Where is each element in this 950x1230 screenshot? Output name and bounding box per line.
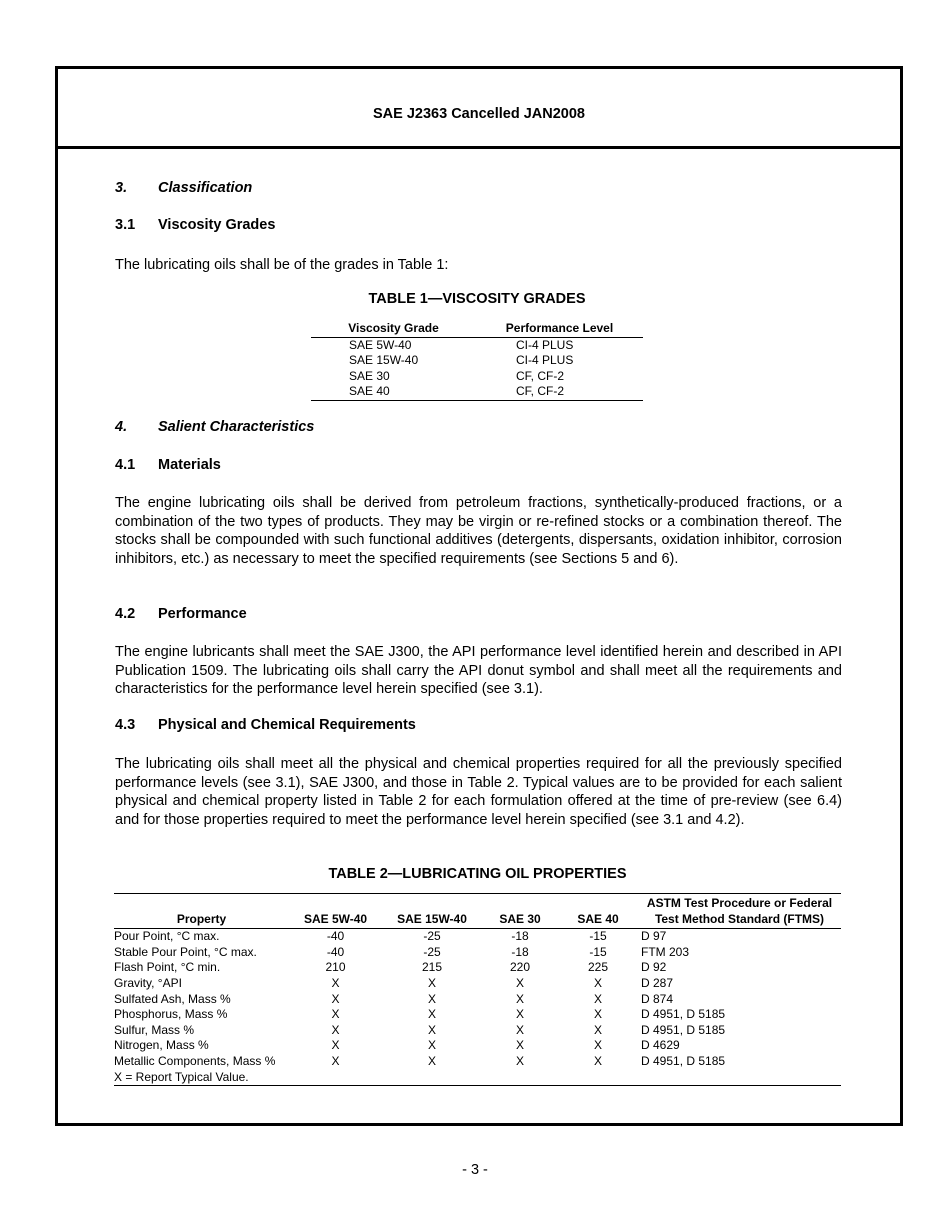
column-header: Performance Level bbox=[476, 321, 643, 337]
section-4-2-text: The engine lubricants shall meet the SAE J300, the API performance level identified herein and described in API Publication 1509. The lubricating oils shall carry the API donut symbol and shall meet all the requirements and characteristics for the performance level herein specified (see 3.1). bbox=[115, 644, 842, 698]
column-header: Property bbox=[114, 894, 289, 929]
table-cell: Nitrogen, Mass % bbox=[114, 1038, 209, 1053]
section-title: Classification bbox=[158, 180, 253, 196]
table-header-row bbox=[311, 321, 643, 337]
table-cell: X bbox=[515, 1022, 524, 1037]
section-number: 4.2 bbox=[115, 606, 136, 622]
table-cell: X bbox=[427, 1022, 436, 1037]
table-row bbox=[114, 1007, 841, 1023]
section-title: Physical and Chemical Requirements bbox=[158, 717, 416, 733]
table-row bbox=[114, 929, 841, 945]
column-header: ASTM Test Procedure or Federal Test Method Standard (FTMS) bbox=[638, 894, 841, 929]
table-cell: CF, CF-2 bbox=[476, 384, 643, 400]
table-cell: -40 bbox=[326, 944, 345, 959]
table-note: X = Report Typical Value. bbox=[114, 1070, 841, 1086]
table-cell: SAE 5W-40 bbox=[349, 337, 412, 352]
table-cell: X bbox=[331, 1053, 340, 1068]
section-title: Viscosity Grades bbox=[158, 217, 276, 233]
table-cell: CI-4 PLUS bbox=[516, 337, 574, 352]
table-cell: X bbox=[427, 991, 436, 1006]
section-number: 4.3 bbox=[115, 717, 136, 733]
table-cell: X bbox=[515, 1007, 524, 1022]
section-number: 3.1 bbox=[115, 217, 136, 233]
table-cell: D 4951, D 5185 bbox=[641, 1007, 726, 1022]
page-frame bbox=[55, 66, 903, 1126]
table-row bbox=[311, 369, 643, 385]
table-cell: Phosphorus, Mass % bbox=[114, 1007, 228, 1022]
table-cell: D 92 bbox=[641, 960, 667, 975]
table-row bbox=[114, 1023, 841, 1039]
lubricating-oil-properties-table bbox=[114, 893, 841, 1086]
table-cell: X bbox=[331, 1022, 340, 1037]
document-title: SAE J2363 Cancelled JAN2008 bbox=[373, 106, 585, 122]
table-row bbox=[114, 1038, 841, 1054]
table-cell: X bbox=[593, 975, 602, 990]
table-cell: 225 bbox=[587, 960, 609, 975]
section-number: 4. bbox=[115, 419, 128, 435]
column-header: SAE 30 bbox=[482, 894, 558, 929]
table-cell: Pour Point, °C max. bbox=[114, 929, 220, 944]
table-row bbox=[114, 960, 841, 976]
table-cell: SAE 30 bbox=[349, 368, 390, 383]
table-cell: 215 bbox=[421, 960, 443, 975]
table-cell: X bbox=[427, 1007, 436, 1022]
table-2-caption: TABLE 2—LUBRICATING OIL PROPERTIES bbox=[328, 866, 627, 882]
table-row bbox=[114, 976, 841, 992]
column-header: Viscosity Grade bbox=[311, 321, 476, 337]
column-header: SAE 40 bbox=[558, 894, 638, 929]
table-cell: X bbox=[515, 975, 524, 990]
table-cell: D 97 bbox=[641, 929, 667, 944]
table-cell: X bbox=[593, 1038, 602, 1053]
table-cell: Sulfur, Mass % bbox=[114, 1022, 195, 1037]
table-cell: Metallic Components, Mass % bbox=[114, 1053, 276, 1068]
table-row bbox=[114, 992, 841, 1008]
table-cell: D 4629 bbox=[641, 1038, 680, 1053]
table-cell: Flash Point, °C min. bbox=[114, 960, 221, 975]
section-title: Materials bbox=[158, 457, 221, 473]
column-header: SAE 15W-40 bbox=[382, 894, 482, 929]
table-cell: -25 bbox=[423, 929, 441, 944]
table-cell: -18 bbox=[511, 944, 529, 959]
table-cell: X bbox=[593, 1022, 602, 1037]
table-cell: -15 bbox=[589, 944, 607, 959]
section-number: 4.1 bbox=[115, 457, 136, 473]
table-row bbox=[114, 945, 841, 961]
table-cell: X bbox=[331, 1007, 340, 1022]
table-cell: D 4951, D 5185 bbox=[641, 1022, 726, 1037]
table-cell: X bbox=[331, 975, 340, 990]
table-cell: D 287 bbox=[641, 975, 674, 990]
table-cell: X bbox=[515, 1038, 524, 1053]
table-row bbox=[311, 353, 643, 369]
table-cell: X bbox=[427, 1038, 436, 1053]
table-cell: FTM 203 bbox=[641, 944, 690, 959]
table-cell: -15 bbox=[589, 929, 607, 944]
table-cell: Sulfated Ash, Mass % bbox=[114, 991, 231, 1006]
table-cell: X bbox=[593, 1053, 602, 1068]
table-cell: D 874 bbox=[641, 991, 674, 1006]
document-header bbox=[58, 69, 900, 149]
table-cell: CI-4 PLUS bbox=[516, 353, 574, 368]
section-title: Performance bbox=[158, 606, 247, 622]
page-number: - 3 - bbox=[462, 1162, 488, 1178]
table-1-caption: TABLE 1—VISCOSITY GRADES bbox=[368, 291, 586, 307]
table-cell: -40 bbox=[326, 929, 345, 944]
table-cell: X bbox=[593, 1007, 602, 1022]
table-cell: -25 bbox=[423, 944, 441, 959]
section-number: 3. bbox=[115, 180, 128, 196]
table-cell: D 4951, D 5185 bbox=[641, 1053, 726, 1068]
viscosity-grades-table bbox=[311, 321, 643, 401]
table-cell: X bbox=[515, 1053, 524, 1068]
table-cell: X bbox=[593, 991, 602, 1006]
table-cell: 220 bbox=[509, 960, 531, 975]
table-cell: -18 bbox=[511, 929, 529, 944]
table-row bbox=[114, 1054, 841, 1070]
column-header: SAE 5W-40 bbox=[289, 894, 382, 929]
table-cell: Gravity, °API bbox=[114, 975, 182, 990]
table-note-row bbox=[114, 1070, 841, 1086]
table-header-row bbox=[114, 894, 841, 929]
table-cell: 210 bbox=[325, 960, 346, 975]
table-cell: CF, CF-2 bbox=[516, 368, 564, 383]
section-3-1-text: The lubricating oils shall be of the grades in Table 1: bbox=[115, 257, 449, 273]
table-cell: X bbox=[427, 975, 436, 990]
table-cell: X bbox=[427, 1053, 436, 1068]
table-row bbox=[311, 384, 643, 400]
table-cell: X bbox=[331, 991, 340, 1006]
section-4-1-text: The engine lubricating oils shall be derived from petroleum fractions, synthetically-produced fractions, or a combination of the two types of products. They may be virgin or re-refined stocks or a combination thereof. The stocks shall be compounded with such functional additives (detergents, dispersants, oxidation inhibitor, corrosion inhibitors, etc.) as necessary to meet the specified requirements (see Sections 5 and 6). bbox=[115, 495, 842, 567]
section-4-3-text: The lubricating oils shall meet all the physical and chemical properties required for all the previously specified performance levels (see 3.1), SAE J300, and those in Table 2. Typical values are to be provided for each salient physical and chemical property listed in Table 2 for each formulation offered at the time of pre-review (see 6.4) and for those properties required to meet the performance level herein specified (see 3.1 and 4.2). bbox=[115, 756, 842, 828]
table-row bbox=[311, 337, 643, 353]
table-cell: X bbox=[331, 1038, 340, 1053]
table-cell: SAE 40 bbox=[311, 384, 476, 400]
table-cell: Stable Pour Point, °C max. bbox=[114, 944, 257, 959]
table-cell: X bbox=[515, 991, 524, 1006]
table-cell: SAE 15W-40 bbox=[349, 353, 419, 368]
section-title: Salient Characteristics bbox=[158, 419, 315, 435]
